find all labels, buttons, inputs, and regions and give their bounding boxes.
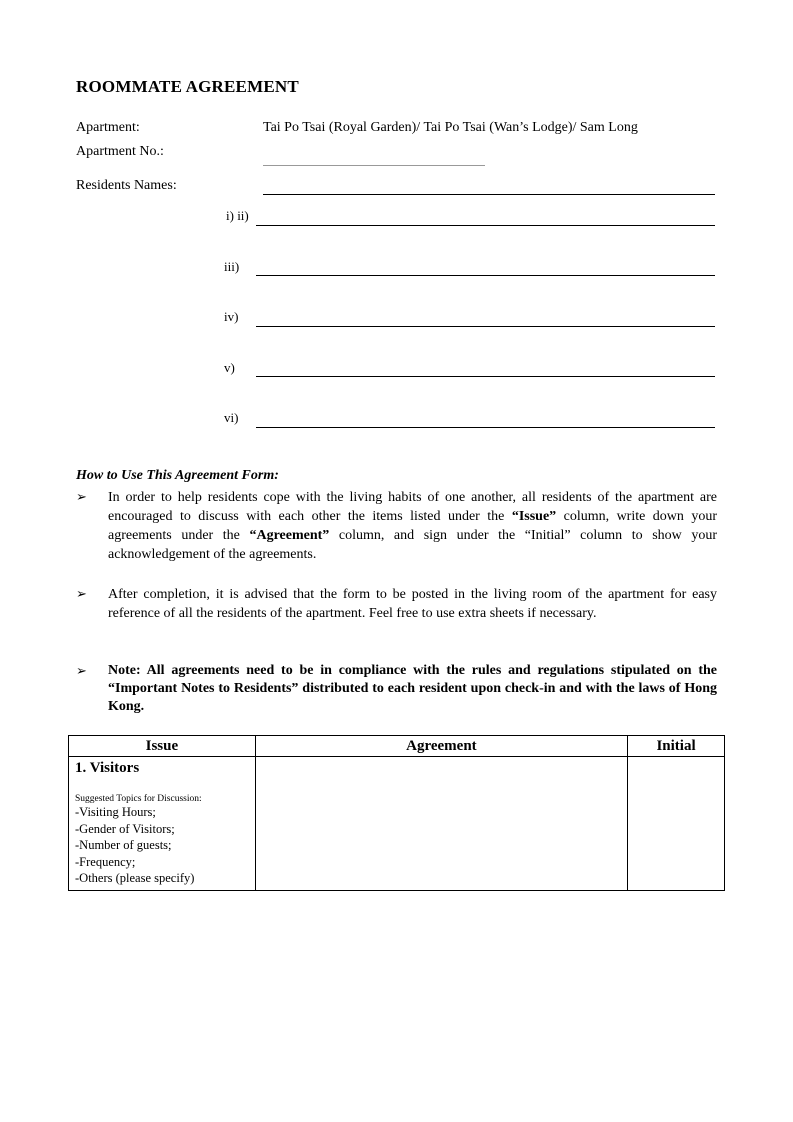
topic-item: -Gender of Visitors;: [75, 821, 175, 836]
arrow-bullet-icon: ➢: [76, 586, 87, 601]
resident-name-field[interactable]: [256, 326, 715, 327]
issue-cell: [69, 757, 256, 891]
resident-name-field[interactable]: [256, 225, 715, 226]
topic-item: -Number of guests;: [75, 838, 172, 852]
topic-item: -Visiting Hours;: [75, 805, 156, 819]
issue-title: 1. Visitors: [75, 760, 140, 776]
suggested-topics-label: Suggested Topics for Discussion:: [75, 794, 202, 804]
instruction-paragraph: In order to help residents cope with the living habits of one another, all residents of the apartment are encouraged to discuss with each other the items listed under the “Issue” column, write down your agreements under the “Agreement” column, and sign under the “Initial” column to show your acknowledgement of the agreements.: [108, 490, 718, 562]
agreement-header: Agreement: [255, 736, 627, 757]
initial-cell[interactable]: [628, 757, 725, 891]
arrow-bullet-icon: ➢: [76, 663, 87, 678]
resident-name-field[interactable]: [256, 427, 715, 428]
apartment-no-field[interactable]: [263, 165, 485, 166]
resident-name-field[interactable]: [256, 275, 715, 276]
resident-number: i) ii): [226, 208, 249, 223]
initial-header: Initial: [628, 736, 725, 757]
topic-item: -Frequency;: [75, 854, 136, 869]
resident-name-field[interactable]: [256, 376, 715, 377]
residents-label: Residents Names:: [76, 178, 177, 193]
resident-number: v): [224, 360, 235, 375]
instructions-heading: How to Use This Agreement Form:: [76, 468, 279, 483]
resident-name-field[interactable]: [263, 194, 715, 195]
apartment-label: Apartment:: [76, 120, 140, 135]
topic-item: -Others (please specify): [75, 871, 195, 885]
apartment-value: Tai Po Tsai (Royal Garden)/ Tai Po Tsai (Wan’s Lodge)/ Sam Long: [263, 120, 638, 135]
resident-number: iv): [224, 309, 239, 324]
note-paragraph: Note: All agreements need to be in compliance with the rules and regulations stipulated on the “Important Notes to Residents” distributed to each resident upon check-in and with the laws of Hong Kong.: [108, 663, 717, 714]
issue-header: Issue: [69, 736, 256, 757]
agreement-table: [68, 735, 725, 891]
resident-number: vi): [224, 410, 239, 425]
instruction-paragraph: After completion, it is advised that the form to be posted in the living room of the apartment for easy reference of all the residents of the apartment. Feel free to use extra sheets if necessary.: [108, 587, 717, 621]
arrow-bullet-icon: ➢: [76, 489, 87, 504]
table-row: [69, 757, 725, 891]
agreement-cell[interactable]: [255, 757, 627, 891]
table-header-row: [69, 736, 725, 757]
page-title: ROOMMATE AGREEMENT: [76, 77, 299, 96]
resident-number: iii): [224, 259, 240, 274]
apartment-no-label: Apartment No.:: [76, 144, 164, 159]
